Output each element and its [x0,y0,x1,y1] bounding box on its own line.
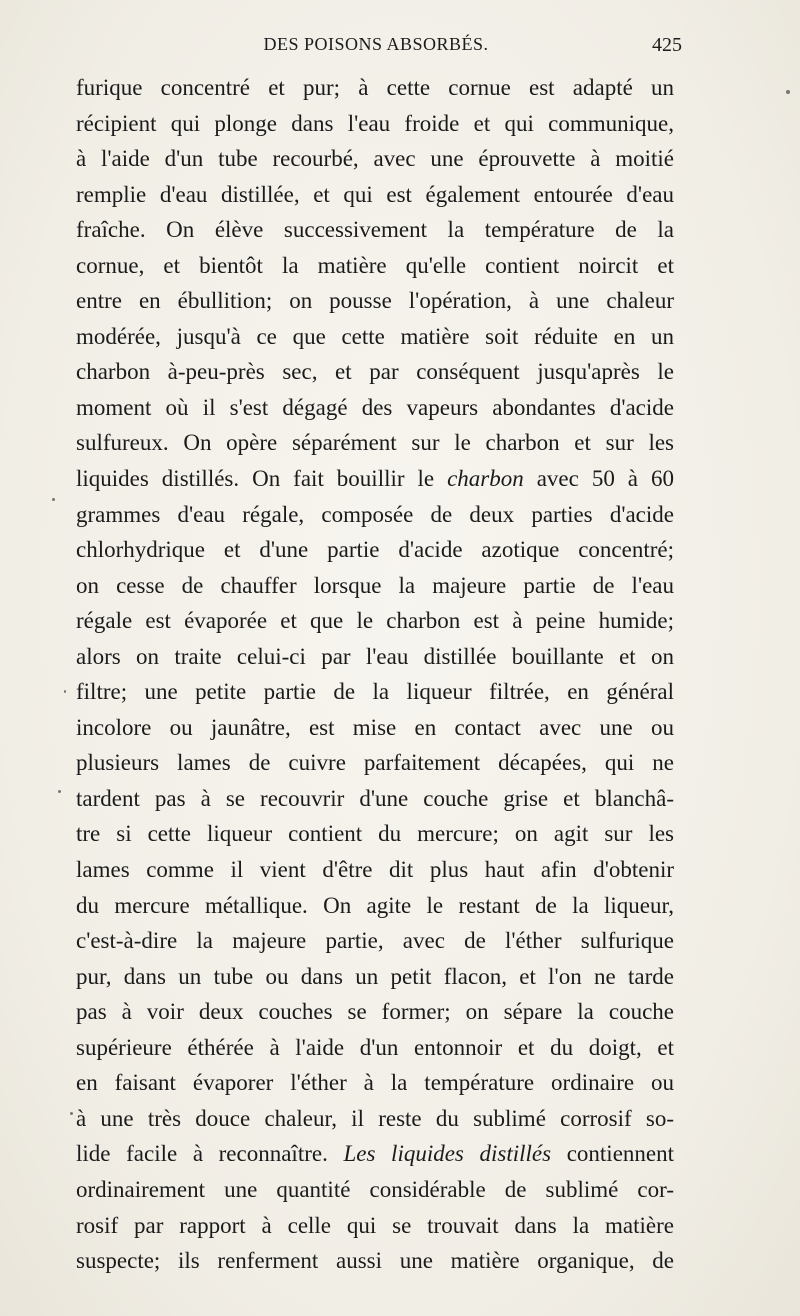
running-title: DES POISONS ABSORBÉS. [263,34,489,54]
text-segment: charbon à-peu-près sec, et par conséquent jusqu'après le [76,359,674,385]
text-segment: cornue, et bientôt la matière qu'elle contient noircit et [76,252,674,278]
text-line [76,497,674,533]
text-segment: modérée, jusqu'à ce que cette matière soit réduite en un [76,323,674,349]
text-segment: sulfureux. On opère séparément sur le charbon et sur les [76,430,674,456]
text-segment: incolore ou jaunâtre, est mise en contact avec une ou [76,714,674,740]
text-line [76,568,674,604]
text-line [76,1208,674,1244]
text-segment: récipient qui plonge dans l'eau froide et qui communique, [76,110,674,136]
running-head [76,32,682,62]
text-segment: lide facile à reconnaître. [76,1141,344,1167]
text-segment: alors on traite celui-ci par l'eau distillée bouillante et on [76,643,674,669]
text-line [76,781,674,817]
text-segment: furique concentré et pur; à cette cornue est adapté un [76,75,674,100]
text-line [76,319,674,355]
text-segment: grammes d'eau régale, composée de deux parties d'acide [76,501,674,527]
text-line [76,425,674,461]
italic-text: Les liquides distillés [343,1141,552,1167]
text-line [76,959,674,995]
text-segment: on cesse de chauffer lorsque la majeure partie de l'eau [76,572,674,598]
text-line [76,106,674,142]
paper-speck [786,90,790,94]
text-segment: entre en ébullition; on pousse l'opération, à une chaleur [76,288,674,314]
paper-speck [52,498,55,501]
text-line [76,710,674,746]
body-text [76,70,674,1279]
text-line [76,745,674,781]
text-segment: c'est-à-dire la majeure partie, avec de l'éther sulfurique [76,928,674,954]
text-segment: lames comme il vient d'être dit plus haut afin d'obtenir [76,857,674,883]
text-line [76,888,674,924]
text-line [76,1243,674,1279]
text-line [76,70,674,106]
text-line [76,1030,674,1066]
text-segment: suspecte; ils renferment aussi une matière organique, de [76,1248,674,1274]
paper-speck [58,790,61,793]
text-segment: contiennent [551,1141,675,1167]
text-line [76,603,674,639]
paper-speck [64,690,66,693]
text-line [76,816,674,852]
text-segment: à l'aide d'un tube recourbé, avec une éprouvette à moitié [76,146,674,172]
text-segment: supérieure éthérée à l'aide d'un entonnoir et du doigt, et [76,1034,674,1060]
text-segment: remplie d'eau distillée, et qui est également entourée d'eau [76,181,674,207]
text-line [76,994,674,1030]
text-line [76,1136,674,1172]
text-segment: du mercure métallique. On agite le restant de la liqueur, [76,892,674,918]
text-line [76,141,674,177]
text-segment: rosif par rapport à celle qui se trouvait dans la matière [76,1212,674,1238]
text-segment: régale est évaporée et que le charbon est à peine humide; [76,608,674,634]
text-segment: ordinairement une quantité considérable de sublimé cor- [76,1176,674,1202]
text-line [76,390,674,426]
text-segment: tardent pas à se recouvrir d'une couche grise et blanchâ- [76,785,674,811]
text-segment: avec 50 à 60 [523,466,674,492]
text-line [76,1172,674,1208]
text-segment: à une très douce chaleur, il reste du sublimé corrosif so- [76,1105,674,1131]
text-line [76,532,674,568]
text-line [76,283,674,319]
text-line [76,248,674,284]
text-segment: moment où il s'est dégagé des vapeurs abondantes d'acide [76,394,674,420]
text-line [76,674,674,710]
text-segment: liquides distillés. On fait bouillir le [76,466,448,492]
text-segment: filtre; une petite partie de la liqueur filtrée, en général [76,679,674,705]
paper-speck [70,1112,73,1115]
text-line [76,212,674,248]
text-line [76,354,674,390]
text-line [76,639,674,675]
text-line [76,177,674,213]
text-segment: chlorhydrique et d'une partie d'acide azotique concentré; [76,537,674,563]
text-line [76,461,674,497]
page-number: 425 [652,34,682,56]
text-line [76,923,674,959]
text-segment: pas à voir deux couches se former; on sépare la couche [76,999,674,1025]
text-line [76,1065,674,1101]
text-segment: en faisant évaporer l'éther à la température ordinaire ou [76,1070,674,1096]
italic-text: charbon [447,466,524,492]
text-segment: tre si cette liqueur contient du mercure; on agit sur les [76,821,674,847]
text-segment: fraîche. On élève successivement la température de la [76,217,674,243]
text-line [76,852,674,888]
text-segment: pur, dans un tube ou dans un petit flacon, et l'on ne tarde [76,963,674,989]
text-segment: plusieurs lames de cuivre parfaitement décapées, qui ne [76,750,674,776]
text-line [76,1101,674,1137]
